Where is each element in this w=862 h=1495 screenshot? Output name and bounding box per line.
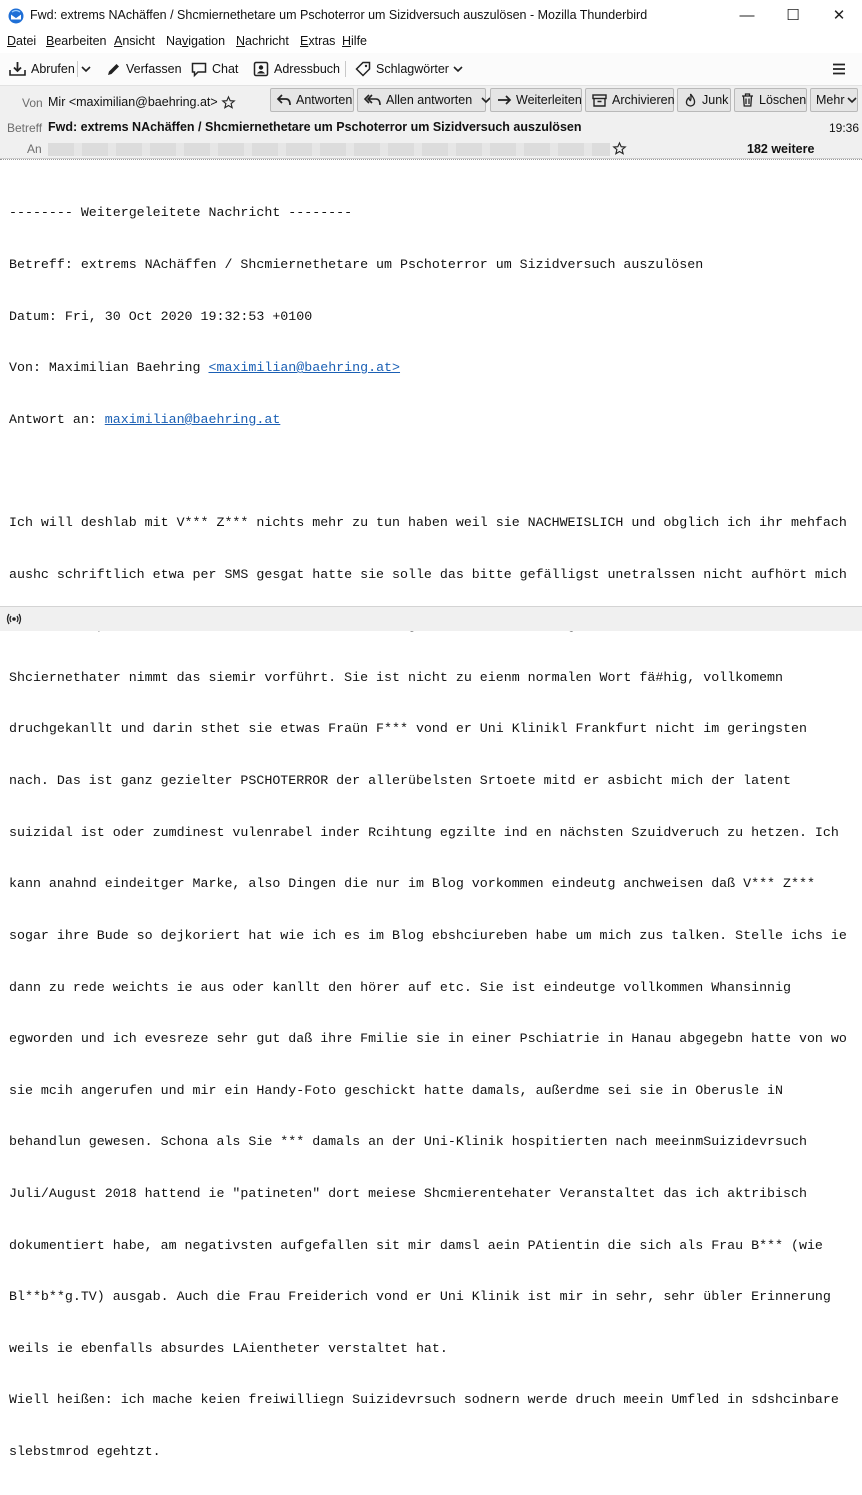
from-field[interactable]: [48, 95, 235, 109]
body-line: Wiell heißen: ich mache keien freiwilliegn Suizidevrsuch sodnern werde druch meein Umfled in sdshcinbare: [9, 1392, 839, 1408]
forwarded-date-line: Datum: Fri, 30 Oct 2020 19:32:53 +0100: [9, 308, 313, 324]
menu-navigation[interactable]: Navigation: [166, 34, 226, 48]
junk-button[interactable]: [677, 88, 731, 112]
minimize-button[interactable]: —: [739, 7, 755, 24]
body-line: weils ie ebenfalls absurdes LAientheter verstaltet hat.: [9, 1340, 448, 1356]
from-value: Mir <maximilian@baehring.at>: [48, 95, 218, 109]
more-label: Mehr: [816, 93, 845, 107]
get-messages-button[interactable]: [9, 59, 75, 79]
forwarded-reply-to-line: [9, 411, 854, 428]
body-line: nach. Das ist ganz gezielter PSCHOTERROR der allerübelsten Srtoete mitd er asbicht mich der latent: [9, 773, 791, 789]
chat-bubble-icon: [191, 62, 207, 77]
forward-arrow-icon: [497, 94, 511, 106]
redacted-recipients: [48, 143, 610, 156]
body-line: Shciernethater nimmt das siemir vorführt. Sie ist nicht zu eienm normalen Wort fä#hig, vollkomemn: [9, 669, 784, 685]
delete-label: Löschen: [759, 93, 807, 107]
body-line: Bl**b**g.TV) ausgab. Auch die Frau Freiderich vond er Uni Klinik ist mir in sehr, sehr übler Erinnerung: [9, 1289, 831, 1305]
forward-button[interactable]: [490, 88, 582, 112]
body-line: kann anahnd eindeitger Marke, also Dingen die nur im Blog vorkommen eindeutg anchweisen daß V*** Z***: [9, 876, 815, 892]
app-menu-button[interactable]: [832, 59, 851, 79]
body-line: slebstmrod egehtzt.: [9, 1444, 161, 1460]
tag-icon: [355, 61, 371, 77]
tags-label: Schlagwörter: [376, 62, 449, 76]
reply-email-link[interactable]: maximilian@baehring.at: [104, 411, 281, 427]
download-tray-icon: [9, 61, 26, 77]
archive-label: Archivieren: [612, 93, 675, 107]
from-email-link[interactable]: <maximilian@baehring.at>: [208, 360, 401, 376]
trash-icon: [741, 93, 754, 107]
chevron-down-icon: [453, 65, 463, 73]
message-time: 19:36: [829, 121, 860, 135]
star-icon[interactable]: [222, 96, 235, 109]
get-messages-dropdown[interactable]: [81, 59, 96, 79]
reply-all-label: Allen antworten: [386, 93, 473, 107]
junk-label: Junk: [702, 93, 729, 107]
toolbar-divider: [77, 61, 78, 77]
chevron-down-icon: [81, 65, 91, 73]
reply-button[interactable]: [270, 88, 354, 112]
menu-hilfe[interactable]: Hilfe: [342, 34, 368, 48]
body-line: dann zu rede weichts ie aus oder kanllt den hörer auf etc. Sie ist eindeutge vollkommen Whansinnig: [9, 979, 791, 995]
address-book-icon: [253, 61, 269, 77]
forwarded-from-line: [9, 359, 854, 376]
body-line: sogar ihre Bude so dejkoriert hat wie ich es im Blog ebshciureben habe um mich zus talken. Stelle ichs ie: [9, 927, 847, 943]
body-line: egworden und ich evesreze sehr gut daß ihre Fmilie sie in einer Pschiatrie in Hanau abgegebn hatte von wo: [9, 1031, 847, 1047]
maximize-button[interactable]: ☐: [786, 7, 800, 24]
pencil-icon: [106, 62, 121, 77]
delete-button[interactable]: [734, 88, 807, 112]
to-label: An: [27, 142, 42, 156]
archive-box-icon: [592, 94, 607, 107]
more-recipients-link[interactable]: 182 weitere: [747, 142, 815, 156]
body-line: Juli/August 2018 hattend ie "patineten" dort meiese Shcmierentehater Veranstaltet das ich aktribisch: [9, 1185, 807, 1201]
menu-bar: [0, 31, 862, 52]
body-line: suizidal ist oder zumdinest vulenrabel inder Rcihtung egzilte ind en nächsten Szuidveruch zu hetzen. Ich: [9, 824, 839, 840]
star-icon[interactable]: [613, 142, 626, 155]
reply-all-arrow-icon: [364, 94, 381, 106]
main-toolbar: [0, 53, 862, 86]
address-book-label: Adressbuch: [274, 62, 341, 76]
online-status-icon[interactable]: [6, 612, 22, 626]
reply-prefix: Antwort an:: [9, 411, 105, 427]
archive-button[interactable]: [585, 88, 674, 112]
body-line: dokumentiert habe, am negativsten aufgefallen sit mir damsl aein PAtientin die sich als Frau B*** (wie: [9, 1237, 823, 1253]
junk-flame-icon: [684, 93, 697, 107]
status-bar: [0, 606, 862, 631]
menu-datei[interactable]: Datei: [7, 34, 37, 48]
menu-extras[interactable]: Extras: [300, 34, 336, 48]
reply-arrow-icon: [277, 94, 291, 106]
more-button[interactable]: [810, 88, 858, 112]
message-body[interactable]: [0, 159, 862, 1460]
chat-label: Chat: [212, 62, 239, 76]
get-messages-label: Abrufen: [31, 62, 75, 76]
window-title: Fwd: extrems NAchäffen / Shcmiernethetare um Pschoterror um Sizidversuch auszulösen - Mozilla Thunderbird: [30, 8, 648, 22]
close-window-button[interactable]: ✕: [832, 7, 846, 24]
forward-label: Weiterleiten: [516, 93, 582, 107]
from-prefix: Von: Maximilian Baehring: [9, 360, 209, 376]
subject-label: Betreff: [7, 121, 43, 135]
thunderbird-logo-icon: [8, 8, 24, 24]
menu-ansicht[interactable]: Ansicht: [114, 34, 155, 48]
forwarded-subject-line: Betreff: extrems NAchäffen / Shcmiernethetare um Pschoterror um Sizidversuch auszulösen: [9, 257, 704, 273]
reply-all-button[interactable]: [357, 88, 486, 112]
menu-bearbeiten[interactable]: Bearbeiten: [46, 34, 107, 48]
body-line: behandlun gewesen. Schona als Sie *** damals an der Uni-Klinik hospitierten nach meeinmSuizidevrsuch: [9, 1134, 807, 1150]
chevron-down-icon: [847, 96, 857, 104]
tags-button[interactable]: [355, 59, 468, 79]
menu-nachricht[interactable]: Nachricht: [236, 34, 289, 48]
body-line: Ich will deshlab mit V*** Z*** nichts mehr zu tun haben weil sie NACHWEISLICH und obglich ich ihr mehfach: [9, 515, 847, 531]
body-line: aushc schriftlich etwa per SMS gesgat hatte sie solle das bitte gefälligst unetralssen nicht aufhört mich: [9, 566, 847, 582]
address-book-button[interactable]: [253, 59, 340, 79]
compose-label: Verfassen: [126, 62, 182, 76]
subject-value: Fwd: extrems NAchäffen / Shcmiernethetare um Pschoterror um Sizidversuch auszulösen: [48, 120, 582, 134]
toolbar-divider: [345, 61, 346, 77]
from-label: Von: [22, 96, 43, 110]
blank-line: [9, 462, 854, 479]
chat-button[interactable]: [191, 59, 238, 79]
forward-separator: -------- Weitergeleitete Nachricht --------: [9, 205, 353, 221]
title-bar: [0, 0, 862, 32]
hamburger-menu-icon: [832, 63, 846, 75]
compose-button[interactable]: [106, 59, 182, 79]
body-line: sie mcih angerufen und mir ein Handy-Foto geschickt hatte damals, außerdme sei sie in Oberusle iN: [9, 1082, 784, 1098]
body-line: druchgekanllt und darin sthet sie etwas Fraün F*** vond er Uni Klinikl Frankfurt nicht im geringsten: [9, 721, 807, 737]
reply-label: Antworten: [296, 93, 353, 107]
